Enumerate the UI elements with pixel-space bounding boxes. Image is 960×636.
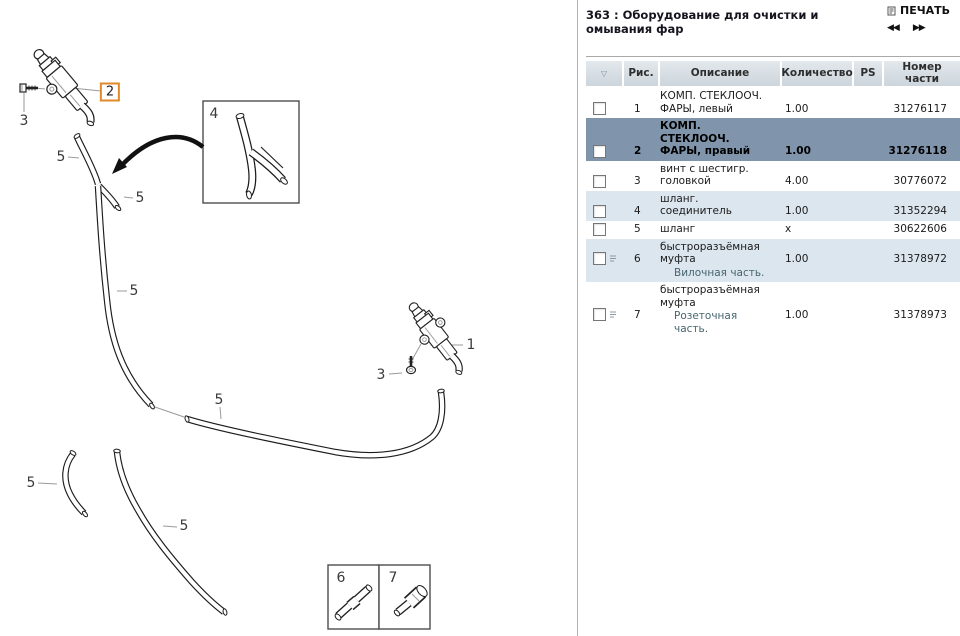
part-description-note: Вилочная часть. [674,266,765,279]
callout-label: 3 [19,113,29,129]
row-checkbox[interactable] [593,308,606,321]
part-description: быстроразъёмная муфта [660,284,760,309]
cell-fig: 5 [634,223,641,235]
cell-desc [660,221,782,239]
cell-desc [660,161,782,191]
callout-label: 6 [336,570,346,586]
parts-list-header [586,0,960,57]
row-checkbox[interactable] [593,175,606,188]
callout-label: 4 [209,106,219,122]
part-description: быстроразъёмная муфта [660,240,760,265]
cell-ps [854,113,884,118]
cell-ps [854,186,884,191]
column-qty: Количество [782,61,854,88]
print-button[interactable] [887,4,950,17]
row-checkbox[interactable] [593,223,606,236]
cell-qty: 1.00 [785,308,809,321]
column-ps: PS [854,61,884,88]
cell-desc [660,118,782,161]
prev-page-button[interactable]: ◀◀ [886,23,899,33]
table-row[interactable] [586,161,960,191]
cell-fig: 1 [634,102,641,115]
cell-qty: 1.00 [785,205,809,217]
note-icon [609,254,617,263]
cell-qty: 4.00 [785,175,809,187]
callout-label: 1 [466,337,476,353]
table-row[interactable] [586,221,960,239]
callout-label: 5 [26,475,36,491]
cell-ps [854,263,884,282]
callout-label: 5 [129,283,139,299]
column-fig: Рис. [624,61,660,88]
cell-partnum: 30622606 [893,223,947,235]
screw-left [20,84,38,92]
part-description: КОМП. СТЕКЛООЧ. ФАРЫ, левый [660,90,763,115]
cell-partnum: 30776072 [893,175,947,187]
print-icon [887,6,897,16]
cell-desc [660,88,782,118]
print-label: ПЕЧАТЬ [899,4,950,17]
column-select [586,61,624,88]
cell-desc [660,239,782,283]
cell-fig: 3 [634,175,641,187]
parts-table-header-row [586,61,960,88]
part-description: винт с шестигр. головкой [660,162,749,187]
part-description-note: Розеточная часть. [674,310,738,335]
parts-list-panel [578,0,960,636]
table-row[interactable] [586,191,960,221]
cell-ps [854,319,884,338]
cell-partnum: 31276118 [888,145,947,157]
parts-table [586,61,960,338]
part-description: шланг. соединитель [660,192,732,217]
cell-qty: 1.00 [785,102,809,115]
table-row[interactable] [586,282,960,338]
callout-label: 3 [376,367,386,383]
row-checkbox[interactable] [593,145,606,158]
row-checkbox[interactable] [593,205,606,218]
cell-desc [660,282,782,338]
callout-label-highlighted: 2 [100,83,120,102]
cell-fig: 6 [634,252,641,265]
table-row[interactable] [586,88,960,118]
callout-label: 5 [56,149,66,165]
row-checkbox[interactable] [593,102,606,115]
cell-qty: x [785,223,792,235]
page-title: 363 : Оборудование для очистки и омывания фар [586,8,819,36]
cell-ps [854,156,884,161]
pointer-arrow [112,137,203,174]
filter-triangle-icon[interactable]: ▽ [600,68,608,78]
table-row[interactable] [586,239,960,283]
cell-fig: 2 [634,145,642,157]
callout-label: 5 [179,518,189,534]
cell-partnum: 31352294 [893,205,947,217]
cell-fig: 7 [634,308,641,321]
part-description: шланг [660,223,696,235]
parts-table-body [586,88,960,338]
callout-label: 7 [388,570,398,586]
cell-partnum: 31378972 [893,252,947,265]
callout-label: 5 [135,190,145,206]
cell-partnum: 31276117 [893,102,947,115]
screw-right [407,356,416,374]
cell-fig: 4 [634,205,641,217]
note-icon [609,310,617,319]
row-checkbox[interactable] [593,252,606,265]
cell-partnum: 31378973 [893,308,947,321]
cell-qty: 1.00 [785,252,809,265]
cell-qty: 1.00 [785,145,811,157]
column-partnum: Номер части [884,61,960,88]
table-row[interactable] [586,118,960,161]
column-desc: Описание [660,61,782,88]
cell-ps [854,234,884,239]
cell-ps [854,216,884,221]
callout-label: 5 [214,392,224,408]
next-page-button[interactable]: ▶▶ [912,23,925,33]
cell-desc [660,191,782,221]
part-description: КОМП. СТЕКЛООЧ. ФАРЫ, правый [660,120,751,157]
washer-hoses [65,133,444,616]
